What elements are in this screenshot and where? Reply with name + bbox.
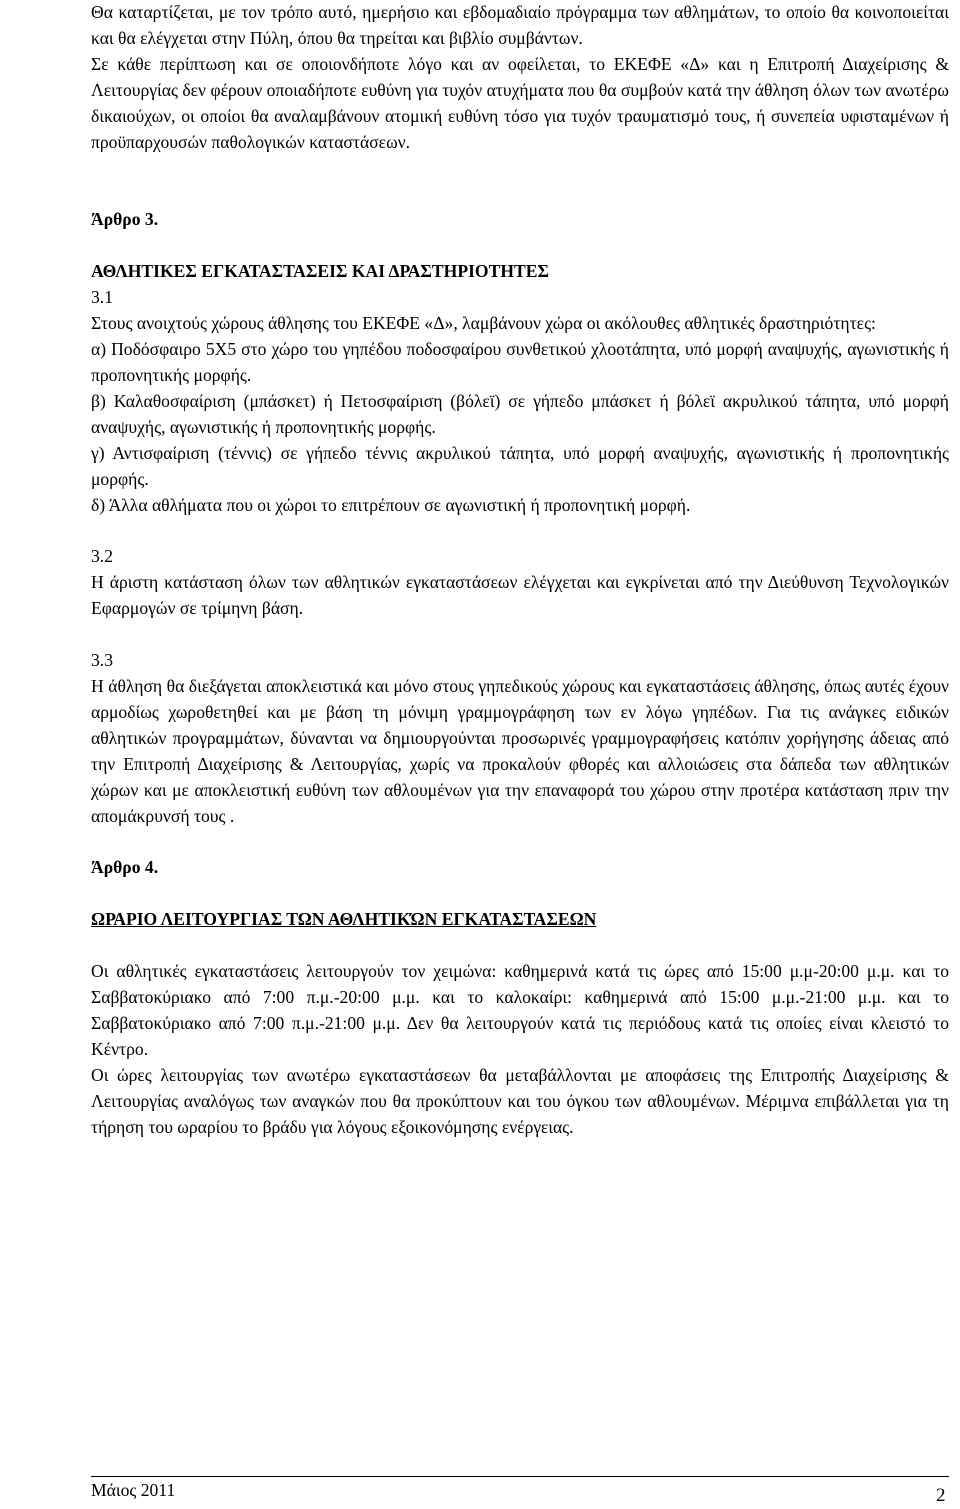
section-3-1-intro: Στους ανοιχτούς χώρους άθλησης του ΕΚΕΦΕ «Δ», λαμβάνουν χώρα οι ακόλουθες αθλητικές δραστηριότητες: (91, 313, 876, 334)
section-3-1-item-a: α) Ποδόσφαιρο 5Χ5 στο χώρο του γηπέδου ποδοσφαίρου συνθετικού χλοοτάπητα, υπό μορφή αναψυχής, αγωνιστικής ή προπονητικής μορφής. (91, 339, 949, 385)
section-3-1-number: 3.1 (91, 287, 113, 308)
page-number: 2 (936, 1485, 946, 1506)
section-3-2-number: 3.2 (91, 546, 113, 567)
section-3-1-item-b: β) Καλαθοσφαίριση (μπάσκετ) ή Πετοσφαίριση (βόλεϊ) σε γήπεδο μπάσκετ ή βόλεϊ ακρυλικού τάπητα, υπό μορφή αναψυχής, αγωνιστικής ή προπονητικής μορφής. (91, 390, 949, 437)
document-page (91, 0, 949, 1141)
section-3-2-text: Η άριστη κατάσταση όλων των αθλητικών εγκαταστάσεων ελέγχεται και εγκρίνεται από την Διεύθυνση Τεχνολογικών Εφαρμογών σε τρίμηνη βάση. (91, 572, 949, 619)
section-3-3-number: 3.3 (91, 650, 113, 671)
article-4-title: Άρθρο 4. (91, 857, 159, 878)
article-3-heading: ΑΘΛΗΤΙΚΕΣ ΕΓΚΑΤΑΣΤΑΣΕΙΣ ΚΑΙ ΔΡΑΣΤΗΡΙΟΤΗΤΕΣ (91, 261, 549, 282)
intro-paragraph-2: Σε κάθε περίπτωση και σε οποιονδήποτε λόγο και αν οφείλεται, το ΕΚΕΦΕ «Δ» και η Επιτροπή Διαχείρισης & Λειτουργίας δεν φέρουν οποιαδήποτε ευθύνη για τυχόν ατυχήματα που θα συμβούν κατά την άθληση όλων των ανωτέρω δικαιούχων, οι οποίοι θα αναλαμβάνουν ατομική ευθύνη τόσο για τυχόν τραυματισμό τους, ή συνεπεία υφισταμένων ή προϋπαρχουσών παθολογικών καταστάσεων. (91, 53, 949, 152)
footer-divider (91, 1476, 949, 1477)
footer-date: Μάιος 2011 (91, 1480, 176, 1500)
article-3-title: Άρθρο 3. (91, 209, 159, 230)
article-4-heading: ΩΡΑΡΙΟ ΛΕΙΤΟΥΡΓΙΑΣ ΤΩΝ ΑΘΛΗΤΙΚΏΝ ΕΓΚΑΤΑΣΤΑΣΕΩΝ (91, 909, 597, 930)
section-3-1-item-c: γ) Αντισφαίριση (τέννις) σε γήπεδο τέννις ακρυλικού τάπητα, υπό μορφή αναψυχής, αγωνιστικής ή προπονητικής μορφής. (91, 442, 949, 489)
section-3-3-text: Η άθληση θα διεξάγεται αποκλειστικά και μόνο στους γηπεδικούς χώρους και εγκαταστάσεις άθλησης, όπως αυτές έχουν αρμοδίως χωροθετηθεί και με βάση τη μόνιμη γραμμογράφηση των εν λόγω γηπέδων. Για τις ανάγκες ειδικών αθλητικών προγραμμάτων, δύνανται να δημιουργούνται προσωρινές γραμμογραφήσεις κατόπιν χορήγησης άδειας από την Επιτροπή Διαχείρισης & Λειτουργίας, χωρίς να προκαλούν φθορές και αλλοιώσεις στα δάπεδα των αθλητικών χώρων και με αποκλειστική ευθύνη των αθλουμένων για την επαναφορά του χώρου στην προτέρα κατάσταση πριν την απομάκρυνσή τους . (91, 676, 949, 826)
article-4-paragraph-2: Οι ώρες λειτουργίας των ανωτέρω εγκαταστάσεων θα μεταβάλλονται με αποφάσεις της Επιτροπής Διαχείρισης & Λειτουργίας αναλόγως των αναγκών που θα προκύπτουν και του όγκου των αθλουμένων. Μέριμνα επιβάλλεται για τη τήρηση του ωραρίου το βράδυ για λόγους εξοικονόμησης ενέργειας. (91, 1064, 949, 1137)
intro-paragraph-1: Θα καταρτίζεται, με τον τρόπο αυτό, ημερήσιο και εβδομαδιαίο πρόγραμμα των αθλημάτων, το οποίο θα κοινοποιείται και θα ελέγχεται στην Πύλη, όπου θα τηρείται και βιβλίο συμβάντων. (91, 2, 949, 48)
section-3-1-item-d: δ) Άλλα αθλήματα που οι χώροι το επιτρέπουν σε αγωνιστική ή προπονητική μορφή. (91, 494, 691, 515)
article-4-paragraph-1: Οι αθλητικές εγκαταστάσεις λειτουργούν τον χειμώνα: καθημερινά κατά τις ώρες από 15:00 μ.μ-20:00 μ.μ. και το Σαββατοκύριακο από 7:00 π.μ.-20:00 μ.μ. και το καλοκαίρι: καθημερινά από 15:00 μ.μ.-21:00 μ.μ. και το Σαββατοκύριακο από 7:00 π.μ.-21:00 μ.μ. Δεν θα λειτουργούν κατά τις περιόδους κατά τις οποίες είναι κλειστό το Κέντρο. (91, 961, 949, 1059)
